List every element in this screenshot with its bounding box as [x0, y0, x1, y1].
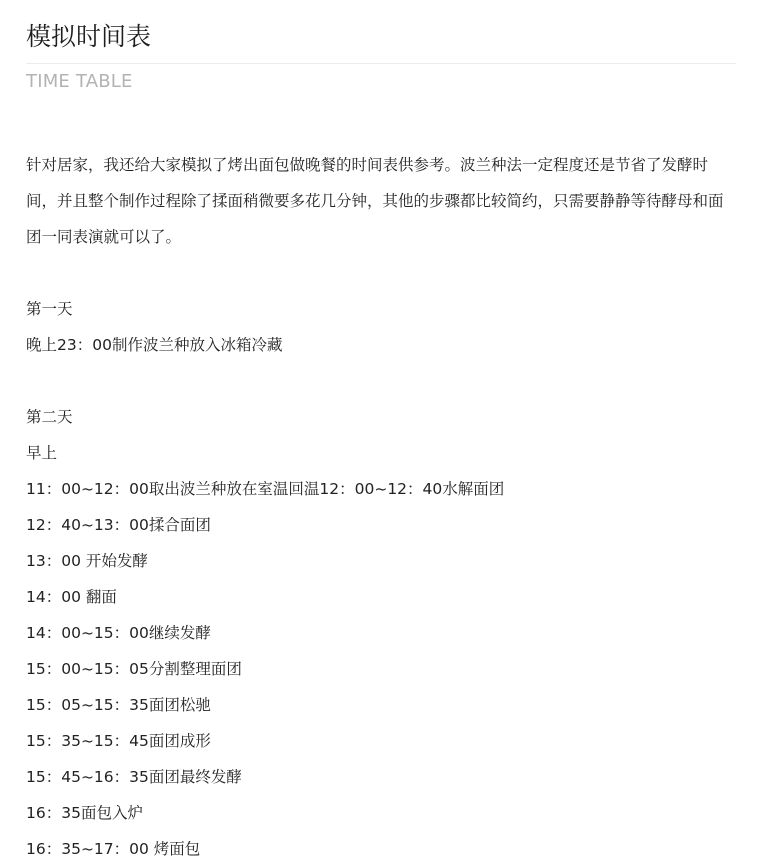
- page-title: 模拟时间表: [26, 22, 152, 51]
- schedule-line: 15：00~15：05分割整理面团: [26, 660, 242, 678]
- intro-paragraph: 针对居家，我还给大家模拟了烤出面包做晚餐的时间表供参考。波兰种法一定程度还是节省了发酵时间，并且整个制作过程除了揉面稍微要多花几分钟，其他的步骤都比较简约，只需要静静等待酵母和面团一同表演就可以了。: [26, 156, 724, 246]
- schedule-line: 14：00 翻面: [26, 588, 117, 606]
- schedule-line: 16：35~17：00 烤面包: [26, 840, 201, 858]
- schedule-line: 14：00~15：00继续发酵: [26, 624, 211, 642]
- schedule-line: 16：35面包入炉: [26, 804, 143, 822]
- schedule-line: 13：00 开始发酵: [26, 552, 148, 570]
- schedule-line: 15：45~16：35面团最终发酵: [26, 768, 242, 786]
- title-divider: [26, 63, 736, 64]
- schedule-line: 15：35~15：45面团成形: [26, 732, 211, 750]
- schedule-line: 晚上23：00制作波兰种放入冰箱冷藏: [26, 336, 283, 354]
- day-two-section: [26, 399, 738, 867]
- day-two-heading: 第二天: [26, 408, 73, 426]
- schedule-line: 11：00~12：00取出波兰种放在室温回温12：00~12：40水解面团: [26, 480, 505, 498]
- page-subtitle: TIME TABLE: [26, 71, 133, 92]
- schedule-line: 15：05~15：35面团松驰: [26, 696, 211, 714]
- day-one-heading: 第一天: [26, 300, 73, 318]
- day-one-section: [26, 291, 738, 363]
- schedule-line: 早上: [26, 444, 58, 462]
- schedule-line: 12：40~13：00揉合面团: [26, 516, 211, 534]
